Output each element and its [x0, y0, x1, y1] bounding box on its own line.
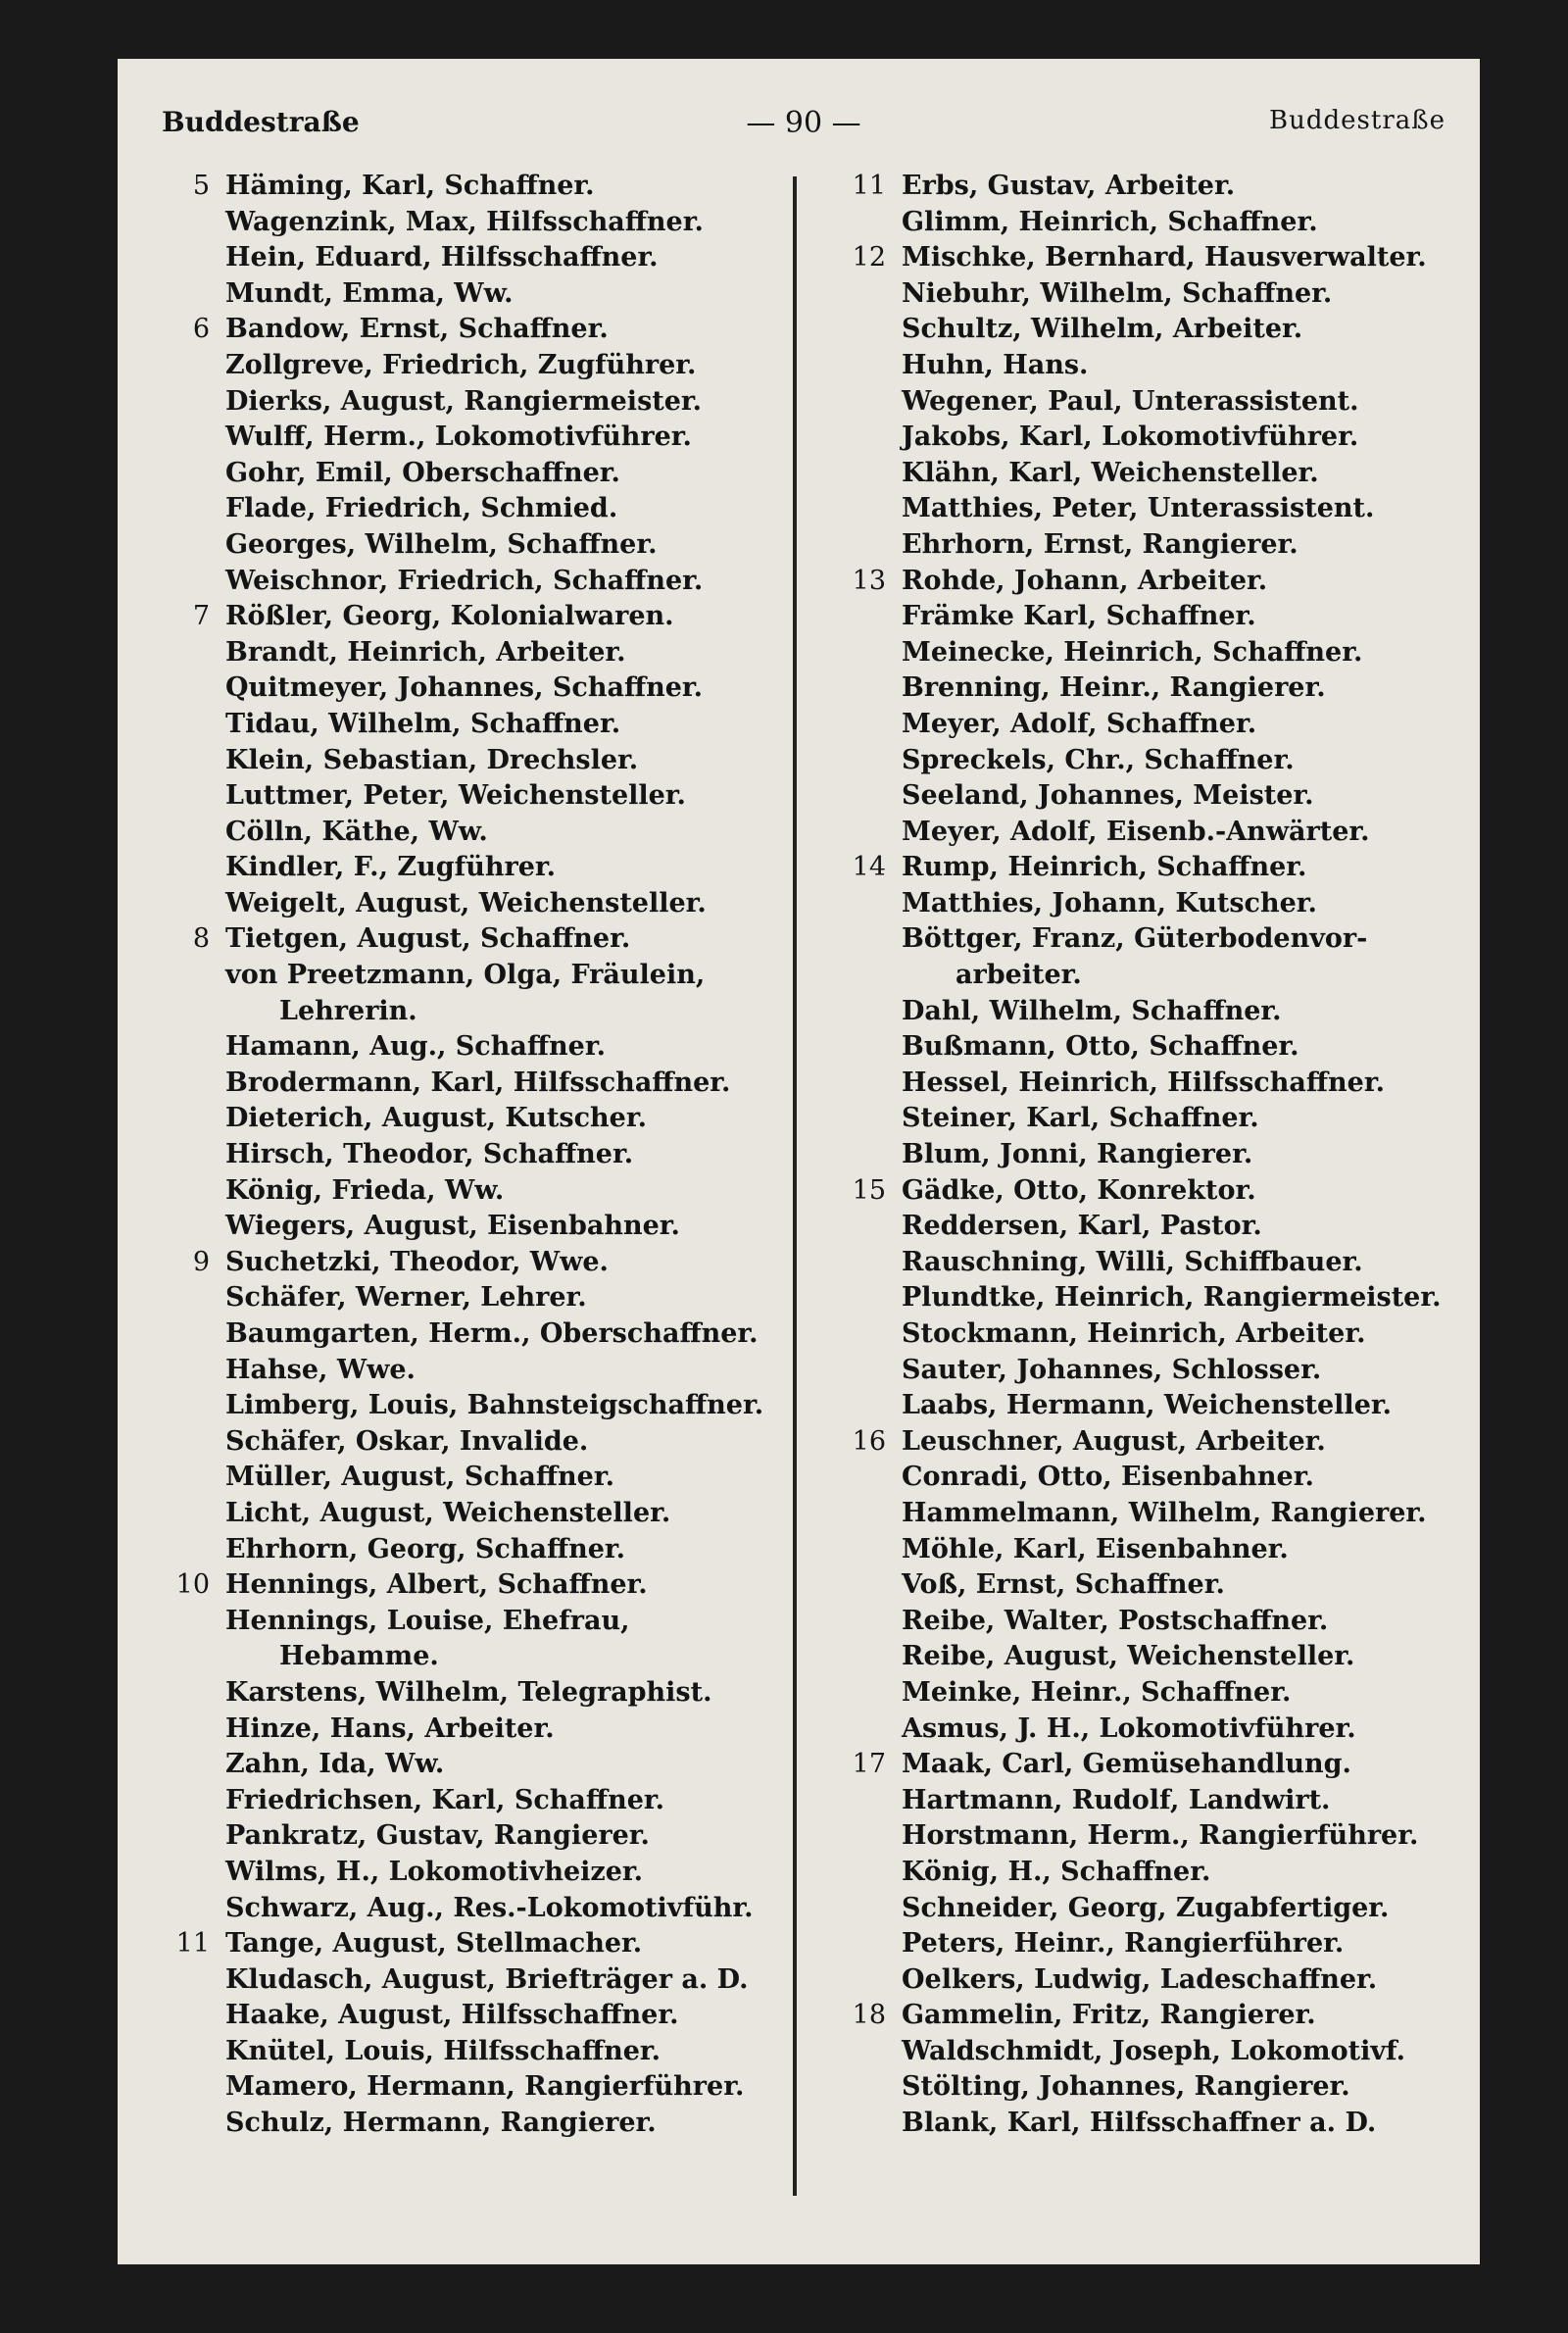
directory-entry — [833, 958, 1460, 994]
directory-entry — [833, 420, 1460, 456]
entry-continuation: Lehrerin. — [279, 995, 417, 1026]
directory-entry — [833, 1604, 1460, 1640]
resident-entry: Glimm, Heinrich, Schaffner. — [902, 206, 1318, 237]
house-number: 8 — [192, 923, 210, 955]
directory-entry — [833, 1460, 1460, 1496]
resident-entry: Sauter, Johannes, Schlosser. — [902, 1354, 1322, 1385]
directory-entry — [833, 1173, 1460, 1210]
directory-entry — [833, 312, 1460, 348]
resident-entry: Ehrhorn, Ernst, Rangierer. — [902, 528, 1298, 560]
directory-entry — [157, 1029, 784, 1066]
resident-entry: Asmus, J. H., Lokomotivführer. — [902, 1713, 1356, 1744]
directory-entry — [833, 1747, 1460, 1783]
directory-entry — [833, 743, 1460, 779]
resident-entry: Oelkers, Ludwig, Ladeschaffner. — [902, 1963, 1378, 1995]
resident-entry: Mischke, Bernhard, Hausverwalter. — [902, 242, 1427, 273]
resident-entry: Peters, Heinr., Rangierführer. — [902, 1928, 1345, 1960]
resident-entry: Georges, Wilhelm, Schaffner. — [225, 528, 658, 560]
resident-entry: Waldschmidt, Joseph, Lokomotivf. — [902, 2035, 1406, 2066]
directory-entry — [157, 1424, 784, 1461]
directory-entry — [157, 1604, 784, 1640]
directory-entry — [833, 1532, 1460, 1568]
house-number: 16 — [852, 1425, 886, 1457]
resident-entry: Tange, August, Stellmacher. — [225, 1928, 643, 1960]
directory-entry — [833, 1712, 1460, 1748]
directory-entry — [833, 778, 1460, 815]
resident-entry: Matthies, Johann, Kutscher. — [902, 887, 1317, 918]
directory-entry — [157, 815, 784, 851]
directory-entry — [157, 1998, 784, 2034]
resident-entry: Baumgarten, Herm., Oberschaffner. — [225, 1318, 759, 1349]
resident-entry: Zahn, Ida, Ww. — [225, 1749, 445, 1780]
directory-entry — [833, 1891, 1460, 1927]
directory-entry — [157, 2034, 784, 2070]
directory-entry — [157, 348, 784, 384]
directory-entry — [833, 1245, 1460, 1281]
resident-entry: Klähn, Karl, Weichensteller. — [902, 457, 1319, 488]
directory-entry — [157, 958, 784, 994]
directory-entry — [157, 1137, 784, 1173]
resident-entry: Haake, August, Hilfsschaffner. — [225, 2000, 679, 2031]
resident-entry: Hessel, Heinrich, Hilfsschaffner. — [902, 1067, 1385, 1098]
resident-entry: Weischnor, Friedrich, Schaffner. — [225, 565, 704, 596]
directory-entry — [833, 527, 1460, 564]
directory-entry — [157, 1209, 784, 1245]
directory-entry — [157, 707, 784, 743]
resident-entry: Erbs, Gustav, Arbeiter. — [902, 171, 1236, 201]
resident-entry: Bußmann, Otto, Schaffner. — [902, 1031, 1299, 1063]
resident-entry: Conradi, Otto, Eisenbahner. — [902, 1462, 1314, 1493]
directory-entry — [833, 491, 1460, 527]
directory-entry — [833, 599, 1460, 635]
house-number: 7 — [192, 601, 210, 632]
resident-entry: Gohr, Emil, Oberschaffner. — [225, 457, 620, 488]
directory-entry — [157, 670, 784, 707]
directory-entry — [157, 205, 784, 241]
directory-entry — [833, 456, 1460, 492]
page-header — [162, 106, 1446, 145]
resident-entry: Brodermann, Karl, Hilfsschaffner. — [225, 1067, 731, 1098]
resident-entry: Rauschning, Willi, Schiffbauer. — [902, 1246, 1363, 1277]
resident-entry: Klein, Sebastian, Drechsler. — [225, 744, 639, 775]
resident-entry: Meyer, Adolf, Schaffner. — [902, 708, 1257, 739]
directory-entry — [833, 815, 1460, 851]
directory-entry — [157, 1639, 784, 1675]
directory-entry — [157, 1783, 784, 1819]
resident-entry: Dierks, August, Rangiermeister. — [225, 385, 703, 417]
directory-entry — [157, 1460, 784, 1496]
directory-entry — [157, 778, 784, 815]
resident-entry: Cölln, Käthe, Ww. — [225, 816, 488, 847]
directory-entry — [833, 921, 1460, 958]
directory-entry — [157, 850, 784, 886]
directory-entry — [833, 1029, 1460, 1066]
directory-entry — [157, 384, 784, 421]
directory-entry — [157, 1567, 784, 1604]
directory-entry — [833, 994, 1460, 1030]
resident-entry: Mamero, Hermann, Rangierführer. — [225, 2071, 745, 2103]
directory-entry — [833, 1962, 1460, 1999]
resident-entry: Reddersen, Karl, Pastor. — [902, 1211, 1262, 1242]
directory-entry — [833, 886, 1460, 922]
directory-entry — [833, 1353, 1460, 1389]
resident-entry: Rößler, Georg, Kolonialwaren. — [225, 601, 674, 632]
resident-entry: Gammelin, Fritz, Rangierer. — [902, 2000, 1316, 2031]
resident-entry: Wilms, H., Lokomotivheizer. — [225, 1856, 644, 1887]
directory-entry — [833, 205, 1460, 241]
resident-entry: Schultz, Wilhelm, Arbeiter. — [902, 314, 1303, 345]
directory-entry — [157, 564, 784, 600]
house-number: 10 — [175, 1569, 210, 1601]
resident-entry: Friedrichsen, Karl, Schaffner. — [225, 1784, 665, 1815]
directory-entry — [157, 994, 784, 1030]
resident-entry: Reibe, Walter, Postschaffner. — [902, 1605, 1329, 1636]
resident-entry: Niebuhr, Wilhelm, Schaffner. — [902, 277, 1333, 309]
resident-entry: Wagenzink, Max, Hilfsschaffner. — [225, 206, 704, 237]
header-street-left: Buddestraße — [162, 106, 360, 138]
directory-entry — [157, 1532, 784, 1568]
resident-entry: Stockmann, Heinrich, Arbeiter. — [902, 1318, 1366, 1349]
resident-entry: Brenning, Heinr., Rangierer. — [902, 672, 1326, 704]
directory-entry — [833, 850, 1460, 886]
directory-entry — [157, 2106, 784, 2142]
house-number: 14 — [852, 852, 886, 883]
resident-entry: Ehrhorn, Georg, Schaffner. — [225, 1533, 626, 1564]
resident-entry: Luttmer, Peter, Weichensteller. — [225, 780, 686, 812]
resident-entry: Licht, August, Weichensteller. — [225, 1497, 671, 1528]
directory-entry — [157, 1496, 784, 1532]
directory-entry — [157, 1316, 784, 1353]
resident-entry: Blank, Karl, Hilfsschaffner a. D. — [902, 2108, 1377, 2139]
house-number: 17 — [852, 1749, 886, 1780]
resident-entry: Mundt, Emma, Ww. — [225, 277, 514, 309]
directory-entry — [157, 635, 784, 671]
directory-entry — [833, 670, 1460, 707]
directory-entry — [833, 348, 1460, 384]
resident-entry: Tietgen, August, Schaffner. — [225, 923, 631, 955]
resident-entry: Schneider, Georg, Zugabfertiger. — [902, 1892, 1390, 1923]
directory-entry — [157, 240, 784, 276]
resident-entry: Hirsch, Theodor, Schaffner. — [225, 1139, 634, 1170]
resident-entry: Gädke, Otto, Konrektor. — [902, 1174, 1256, 1206]
resident-entry: Stölting, Johannes, Rangierer. — [902, 2071, 1350, 2103]
resident-entry: Schäfer, Werner, Lehrer. — [225, 1282, 587, 1314]
directory-entry — [157, 1066, 784, 1102]
directory-entry — [157, 169, 784, 205]
resident-entry: Laabs, Hermann, Weichensteller. — [902, 1390, 1393, 1421]
directory-entry — [833, 2106, 1460, 2142]
directory-entry — [157, 491, 784, 527]
resident-entry: Hennings, Louise, Ehefrau, — [225, 1605, 630, 1636]
directory-entry — [833, 1280, 1460, 1316]
directory-entry — [157, 1891, 784, 1927]
directory-entry — [833, 169, 1460, 205]
resident-entry: Wiegers, August, Eisenbahner. — [225, 1211, 680, 1242]
resident-entry: Hamann, Aug., Schaffner. — [225, 1031, 606, 1063]
house-number: 5 — [192, 171, 210, 201]
resident-entry: König, H., Schaffner. — [902, 1856, 1211, 1887]
directory-entry — [157, 1747, 784, 1783]
resident-entry: Meyer, Adolf, Eisenb.-Anwärter. — [902, 816, 1370, 847]
resident-entry: Schäfer, Oskar, Invalide. — [225, 1425, 589, 1457]
resident-entry: König, Frieda, Ww. — [225, 1174, 505, 1206]
directory-entry — [157, 1962, 784, 1999]
directory-entry — [833, 1137, 1460, 1173]
resident-entry: Huhn, Hans. — [902, 349, 1089, 380]
resident-entry: Jakobs, Karl, Lokomotivführer. — [902, 422, 1359, 453]
resident-entry: Weigelt, August, Weichensteller. — [225, 887, 707, 918]
resident-entry: Maak, Carl, Gemüsehandlung. — [902, 1749, 1351, 1780]
resident-entry: Müller, August, Schaffner. — [225, 1462, 615, 1493]
directory-entry — [157, 743, 784, 779]
resident-entry: Schwarz, Aug., Res.-Lokomotivführ. — [225, 1892, 754, 1923]
resident-entry: Karstens, Wilhelm, Telegraphist. — [225, 1676, 712, 1708]
resident-entry: Rump, Heinrich, Schaffner. — [902, 852, 1307, 883]
resident-entry: Reibe, August, Weichensteller. — [902, 1641, 1355, 1672]
entry-continuation: Hebamme. — [279, 1641, 439, 1672]
resident-entry: Kindler, F., Zugführer. — [225, 852, 557, 883]
resident-entry: Möhle, Karl, Eisenbahner. — [902, 1533, 1289, 1564]
directory-entry — [157, 312, 784, 348]
resident-entry: Bandow, Ernst, Schaffner. — [225, 314, 609, 345]
directory-entry — [833, 1926, 1460, 1962]
directory-entry — [833, 1496, 1460, 1532]
resident-entry: Seeland, Johannes, Meister. — [902, 780, 1314, 812]
resident-entry: Suchetzki, Theodor, Wwe. — [225, 1246, 609, 1277]
directory-entry — [833, 1639, 1460, 1675]
directory-entry — [157, 886, 784, 922]
resident-entry: Wegener, Paul, Unterassistent. — [902, 385, 1359, 417]
resident-entry: Spreckels, Chr., Schaffner. — [902, 744, 1295, 775]
house-number: 11 — [852, 171, 886, 201]
directory-entry — [833, 635, 1460, 671]
directory-entry — [157, 2069, 784, 2106]
resident-entry: Schulz, Hermann, Rangierer. — [225, 2108, 657, 2139]
directory-entry — [157, 1353, 784, 1389]
resident-entry: Meinecke, Heinrich, Schaffner. — [902, 636, 1363, 668]
resident-entry: Meinke, Heinr., Schaffner. — [902, 1676, 1292, 1708]
resident-entry: Flade, Friedrich, Schmied. — [225, 493, 618, 524]
resident-entry: Blum, Jonni, Rangierer. — [902, 1139, 1253, 1170]
directory-entry — [833, 2034, 1460, 2070]
resident-entry: Zollgreve, Friedrich, Zugführer. — [225, 349, 697, 380]
directory-entry — [833, 1855, 1460, 1891]
directory-entry — [833, 707, 1460, 743]
directory-entry — [157, 599, 784, 635]
directory-entry — [833, 276, 1460, 313]
resident-entry: Wulff, Herm., Lokomotivführer. — [225, 422, 692, 453]
directory-entry — [157, 420, 784, 456]
directory-entry — [833, 1424, 1460, 1461]
directory-entry — [833, 1066, 1460, 1102]
directory-entry — [157, 921, 784, 958]
resident-entry: Quitmeyer, Johannes, Schaffner. — [225, 672, 704, 704]
column-divider — [793, 176, 797, 2196]
resident-entry: Häming, Karl, Schaffner. — [225, 171, 595, 201]
directory-entry — [157, 1101, 784, 1137]
resident-entry: Främke Karl, Schaffner. — [902, 601, 1256, 632]
directory-entry — [157, 1712, 784, 1748]
resident-entry: Kludasch, August, Briefträger a. D. — [225, 1963, 749, 1995]
directory-entry — [833, 2069, 1460, 2106]
directory-entry — [157, 1280, 784, 1316]
directory-entry — [833, 1316, 1460, 1353]
resident-entry: Plundtke, Heinrich, Rangiermeister. — [902, 1282, 1442, 1314]
house-number: 9 — [192, 1246, 210, 1277]
directory-page — [118, 59, 1480, 2264]
directory-entry — [833, 1388, 1460, 1424]
right-column — [833, 169, 1460, 2142]
directory-entry — [833, 1783, 1460, 1819]
resident-entry: Hahse, Wwe. — [225, 1354, 416, 1385]
directory-entry — [157, 1173, 784, 1210]
resident-entry: Dieterich, August, Kutscher. — [225, 1103, 647, 1134]
resident-entry: Limberg, Louis, Bahnsteigschaffner. — [225, 1390, 764, 1421]
house-number: 15 — [852, 1174, 886, 1206]
house-number: 13 — [852, 565, 886, 596]
resident-entry: Leuschner, August, Arbeiter. — [902, 1425, 1326, 1457]
resident-entry: Steiner, Karl, Schaffner. — [902, 1103, 1259, 1134]
directory-entry — [833, 240, 1460, 276]
directory-entry — [157, 1675, 784, 1712]
resident-entry: Brandt, Heinrich, Arbeiter. — [225, 636, 626, 668]
house-number: 12 — [852, 242, 886, 273]
house-number: 6 — [192, 314, 210, 345]
directory-entry — [157, 1818, 784, 1855]
resident-entry: Böttger, Franz, Güterbodenvor- — [902, 923, 1368, 955]
resident-entry: Horstmann, Herm., Rangierführer. — [902, 1820, 1419, 1852]
resident-entry: Hein, Eduard, Hilfsschaffner. — [225, 242, 659, 273]
resident-entry: Hammelmann, Wilhelm, Rangierer. — [902, 1497, 1427, 1528]
directory-entry — [833, 1998, 1460, 2034]
left-column — [157, 169, 784, 2142]
resident-entry: Rohde, Johann, Arbeiter. — [902, 565, 1268, 596]
resident-entry: von Preetzmann, Olga, Fräulein, — [225, 960, 706, 991]
entry-continuation: arbeiter. — [956, 960, 1082, 991]
directory-entry — [157, 1245, 784, 1281]
directory-entry — [157, 527, 784, 564]
house-number: 18 — [852, 2000, 886, 2031]
resident-entry: Hartmann, Rudolf, Landwirt. — [902, 1784, 1331, 1815]
resident-entry: Voß, Ernst, Schaffner. — [902, 1569, 1225, 1601]
directory-entry — [157, 1855, 784, 1891]
directory-entry — [833, 1101, 1460, 1137]
resident-entry: Tidau, Wilhelm, Schaffner. — [225, 708, 621, 739]
page-number: — 90 — — [746, 106, 861, 140]
house-number: 11 — [175, 1928, 210, 1960]
directory-entry — [157, 456, 784, 492]
header-street-right: Buddestraße — [1269, 106, 1446, 135]
directory-entry — [157, 1926, 784, 1962]
directory-entry — [833, 384, 1460, 421]
directory-entry — [157, 276, 784, 313]
directory-entry — [833, 564, 1460, 600]
resident-entry: Pankratz, Gustav, Rangierer. — [225, 1820, 650, 1852]
resident-entry: Matthies, Peter, Unterassistent. — [902, 493, 1375, 524]
resident-entry: Dahl, Wilhelm, Schaffner. — [902, 995, 1282, 1026]
directory-entry — [157, 1388, 784, 1424]
directory-entry — [833, 1675, 1460, 1712]
directory-entry — [833, 1209, 1460, 1245]
resident-entry: Hennings, Albert, Schaffner. — [225, 1569, 648, 1601]
directory-entry — [833, 1567, 1460, 1604]
resident-entry: Knütel, Louis, Hilfsschaffner. — [225, 2035, 662, 2066]
resident-entry: Hinze, Hans, Arbeiter. — [225, 1713, 555, 1744]
directory-entry — [833, 1818, 1460, 1855]
